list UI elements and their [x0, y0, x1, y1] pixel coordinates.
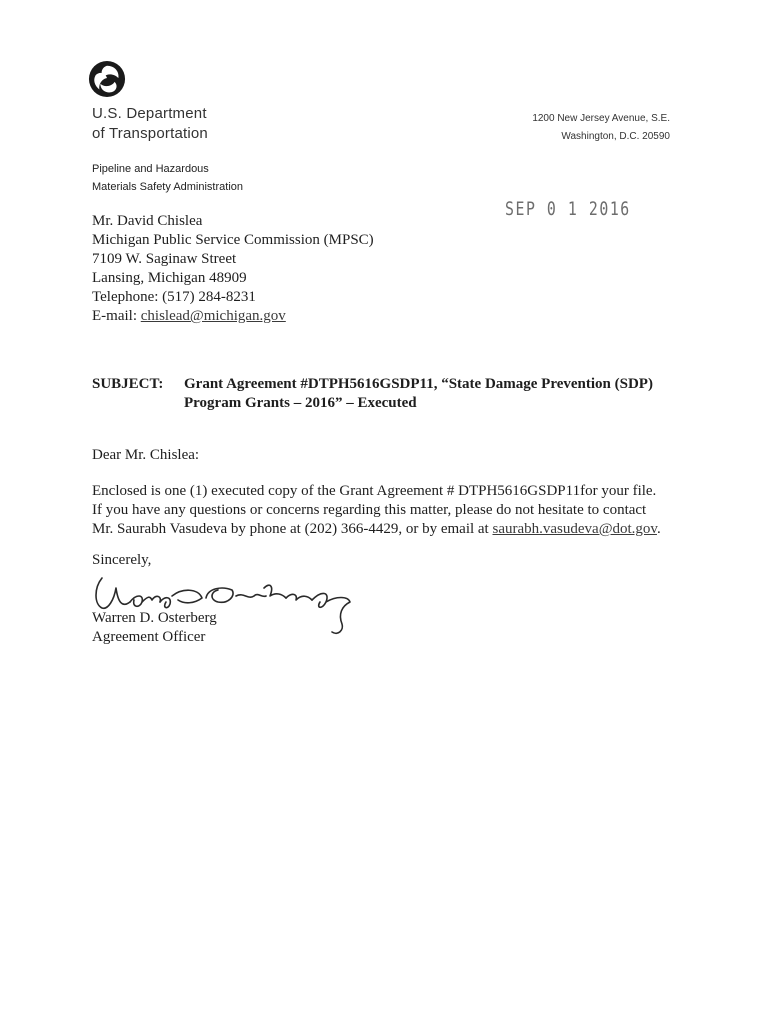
dot-triskelion-logo-icon [88, 60, 126, 98]
body-line3 [92, 520, 692, 539]
recipient-email-link[interactable]: chislead@michigan.gov [140, 308, 286, 324]
administration-name [92, 160, 243, 196]
recipient-city: Lansing, Michigan 48909 [92, 270, 247, 286]
body-line3-prefix: Mr. Saurabh Vasudeva by phone at (202) 366-4429, or by email at [92, 521, 493, 537]
recipient-organization: Michigan Public Service Commission (MPSC) [92, 232, 374, 248]
signer-block [92, 609, 217, 647]
recipient-street: 7109 W. Saginaw Street [92, 251, 237, 267]
signer-name: Warren D. Osterberg [92, 610, 217, 626]
administration-line2: Materials Safety Administration [92, 181, 244, 193]
body-line3-suffix: . [656, 521, 661, 537]
body-line2: If you have any questions or concerns regarding this matter, please do not hesitate to contact [92, 502, 647, 518]
subject-label: SUBJECT: [92, 376, 164, 392]
address-line2: Washington, D.C. 20590 [561, 131, 670, 142]
recipient-name: Mr. David Chislea [92, 213, 203, 229]
administration-line1: Pipeline and Hazardous [92, 163, 209, 175]
closing: Sincerely, [92, 552, 152, 568]
recipient-block [92, 212, 374, 326]
department-line1: U.S. Department [92, 105, 207, 122]
department-address [532, 110, 670, 146]
department-name [92, 104, 208, 144]
date-stamp: SEP 0 1 2016 [505, 198, 631, 220]
body-line1: Enclosed is one (1) executed copy of the Grant Agreement # DTPH5616GSDP11for your file. [92, 483, 657, 499]
contact-email-link[interactable]: saurabh.vasudeva@dot.gov [492, 521, 657, 537]
letter-body [92, 482, 692, 539]
email-label: E-mail: [92, 308, 141, 324]
signer-title: Agreement Officer [92, 629, 206, 645]
subject-line1: Grant Agreement #DTPH5616GSDP11, “State Damage Prevention (SDP) [184, 376, 653, 392]
department-line2: of Transportation [92, 125, 208, 142]
recipient-telephone: Telephone: (517) 284-8231 [92, 289, 256, 305]
subject-line2: Program Grants – 2016” – Executed [184, 395, 417, 411]
recipient-email-line [92, 307, 374, 326]
subject-text [184, 375, 684, 413]
salutation: Dear Mr. Chislea: [92, 447, 200, 463]
address-line1: 1200 New Jersey Avenue, S.E. [532, 113, 670, 124]
